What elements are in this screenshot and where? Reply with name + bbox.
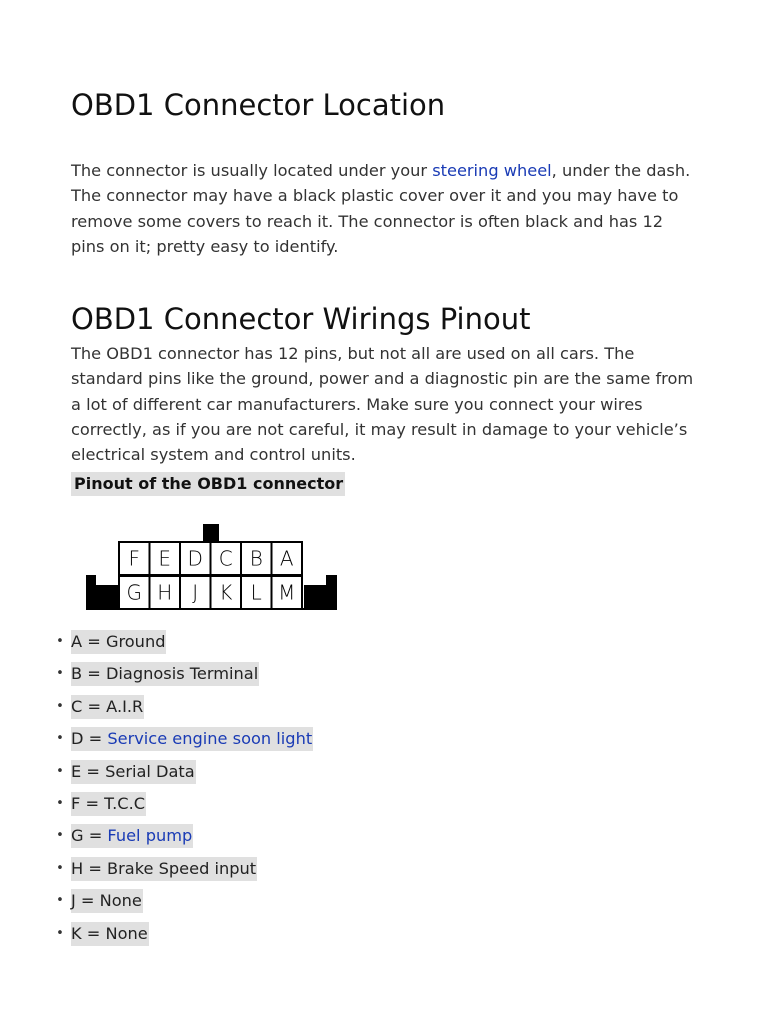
pin-prefix: A = xyxy=(71,632,106,651)
pin-function-link[interactable]: Fuel pump xyxy=(107,826,193,846)
pin-label-d: D xyxy=(187,546,203,571)
bullet-icon: • xyxy=(56,666,64,682)
bullet-icon: • xyxy=(56,634,64,649)
pin-label-f: F xyxy=(128,546,141,571)
pin-prefix: J = xyxy=(71,891,100,911)
pin-description xyxy=(71,922,149,946)
pin-prefix: H = xyxy=(71,858,108,878)
pinout-subheading: Pinout of the OBD1 connector xyxy=(71,472,345,496)
pin-function-link[interactable]: Service engine soon light xyxy=(107,729,313,749)
bullet-icon: • xyxy=(56,828,64,844)
connector-location-paragraph xyxy=(71,158,701,259)
pin-function: Serial Data xyxy=(105,761,195,781)
pin-prefix: F = xyxy=(71,794,105,813)
pin-function: A.I.R xyxy=(106,696,144,716)
obd1-connector-diagram xyxy=(84,523,340,611)
pin-prefix: K = xyxy=(71,923,106,943)
bullet-icon: • xyxy=(56,925,64,941)
connector-left-clip xyxy=(86,575,118,609)
pin-label-j: J xyxy=(192,580,199,605)
pin-description xyxy=(71,792,146,816)
location-text-after-link: , under the dash. The connector may have a black plastic cover over it and you may have to remove some covers to reach it. The connector is often black and has 12 pins on it; pretty easy to identify. xyxy=(71,161,691,256)
pin-label-h: H xyxy=(157,580,173,605)
pin-prefix: E = xyxy=(71,761,106,781)
pin-label-l: L xyxy=(250,580,262,605)
bullet-icon: • xyxy=(56,860,64,876)
pin-function: Diagnosis Terminal xyxy=(105,664,259,684)
pin-label-a: A xyxy=(279,546,294,571)
bullet-icon: • xyxy=(56,731,64,747)
pin-prefix: G = xyxy=(71,826,108,846)
pin-description xyxy=(71,857,257,881)
pin-description xyxy=(71,695,144,719)
pin-description xyxy=(71,662,259,686)
connector-location-heading: OBD1 Connector Location xyxy=(71,88,446,122)
connector-right-clip xyxy=(304,575,337,609)
pin-description xyxy=(71,889,143,913)
pin-description xyxy=(71,727,313,751)
pin-prefix: C = xyxy=(71,696,107,716)
bullet-icon: • xyxy=(56,796,64,811)
bullet-icon: • xyxy=(56,893,64,909)
pin-label-g: G xyxy=(126,580,142,605)
pin-label-c: C xyxy=(218,546,233,571)
pin-function: Brake Speed input xyxy=(107,858,257,878)
connector-key-tab xyxy=(203,524,219,541)
pin-function: Ground xyxy=(105,632,166,651)
steering-wheel-link[interactable]: steering wheel xyxy=(432,161,552,180)
pin-label-m: M xyxy=(278,580,296,605)
connector-pin-cells xyxy=(119,542,302,609)
pin-description xyxy=(71,824,193,848)
pin-function: None xyxy=(99,891,142,911)
pin-label-b: B xyxy=(249,546,263,571)
pin-description xyxy=(71,630,166,654)
pin-label-e: E xyxy=(158,546,172,571)
pin-label-k: K xyxy=(219,580,233,605)
pin-prefix: B = xyxy=(71,664,106,684)
pin-description xyxy=(71,760,196,784)
pin-prefix: D = xyxy=(71,729,108,749)
wirings-pinout-heading: OBD1 Connector Wirings Pinout xyxy=(71,302,531,336)
wirings-pinout-paragraph: The OBD1 connector has 12 pins, but not all are used on all cars. The standard pins like the ground, power and a diagnostic pin are the same from a lot of different car manufacturers. Make sure you connect your wires correctly, as if you are not careful, it may result in damage to your vehicle’s electrical system and control units. xyxy=(71,344,694,465)
pin-function: T.C.C xyxy=(104,794,146,813)
bullet-icon: • xyxy=(56,698,64,714)
pin-function: None xyxy=(105,923,148,943)
bullet-icon: • xyxy=(56,763,64,779)
location-text-before-link: The connector is usually located under your xyxy=(71,161,433,180)
